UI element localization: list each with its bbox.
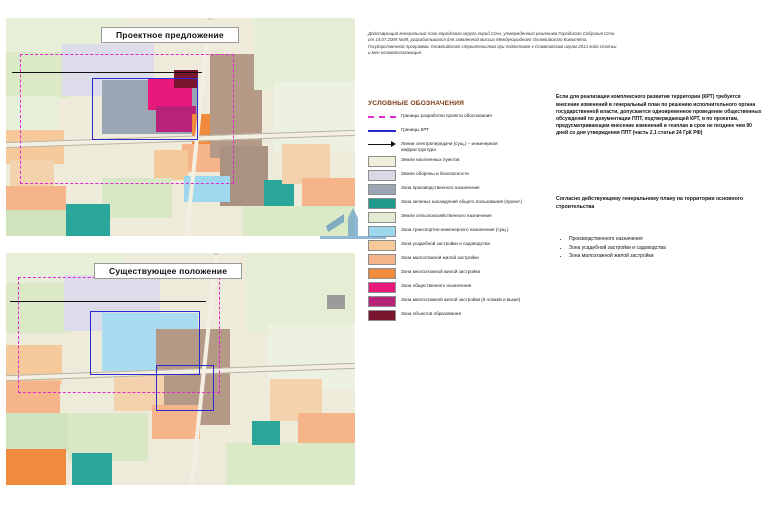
list-item: • Зона малоэтажной жилой застройки (569, 253, 764, 261)
legend-swatch-low-rise-zone (368, 254, 396, 265)
map-panel-existing-state[interactable] (6, 253, 355, 485)
legend-swatch-settlement-lands (368, 156, 396, 167)
map-area-teal (66, 204, 110, 236)
legend-item (368, 170, 528, 181)
watermark-logo-icon (318, 196, 388, 240)
legend-item (368, 212, 528, 223)
legend-swatch-public-zone (368, 282, 396, 293)
legend-item-label: Земли населенных пунктов (401, 156, 460, 162)
krt-requirements-block (556, 94, 764, 138)
map-area-teal (72, 453, 112, 485)
legend-swatch-production-zone (368, 184, 396, 195)
legend-item-label: Границы КРТ (401, 127, 429, 132)
genplan-note-text: Действующий генеральный план городского округа город Сочи, утвержденный решением Городского Собрания Сочи от 14.07.2009 №89, разрабатывался для заявленной миссии Международного Олимпийского Комитета, Государственной программы Олимпийского строительства при подготовке к Олимпийским играм 2014 года статьи и мен основополагающие. (368, 31, 617, 56)
legend-item (368, 310, 528, 321)
legend-item-label: Зона многоэтажной жилой застройки (401, 268, 481, 274)
map-area-forest (274, 82, 355, 152)
legend-swatch-solid-blue-line-icon (368, 126, 396, 137)
legend-item-label: Зона усадебной застройки и садоводства (401, 240, 490, 246)
legend (368, 100, 528, 324)
map-area-mid-rise (6, 449, 66, 485)
legend-item-label: Линии электропередачи (сущ.) – инженерная инфраструктура (401, 141, 498, 152)
legend-swatch-defense-lands (368, 170, 396, 181)
list-item: • Зона усадебной застройки и садоводства (569, 245, 764, 253)
legend-swatch-dashed-magenta-line-icon (368, 112, 396, 123)
legend-item (368, 126, 528, 137)
map-gray-marker (327, 295, 345, 309)
krt-boundary (92, 78, 198, 140)
legend-item (368, 254, 528, 265)
map-area-forest (246, 253, 355, 333)
legend-title: УСЛОВНЫЕ ОБОЗНАЧЕНИЯ (368, 100, 465, 107)
legend-item-label: Земли обороны и безопасности (401, 170, 469, 176)
legend-item (368, 156, 528, 167)
legend-item (368, 268, 528, 279)
map-area-green (226, 443, 355, 485)
legend-item (368, 240, 528, 251)
legend-swatch-mid-rise-zone (368, 268, 396, 279)
map-area-green (102, 178, 172, 218)
krt-body: внесение изменений в генеральный план по решению исполнительного органа государственной власти, допускается одновременное проведение общественных обсуждений по документации ППТ, подтверждающей КРТ, и по проектам, предусматривающим внесение изменений в генплан в срок не позднее чем 90 дней со дня утверждения ППТ (часть 2.1 статьи 24 ГрК РФ) (556, 102, 762, 137)
legend-item (368, 112, 528, 123)
legend-item (368, 198, 528, 209)
map-title-project-proposal: Проектное предложение (101, 27, 239, 43)
legend-item-label: Зона общественного назначения (401, 282, 472, 288)
legend-item (368, 184, 528, 195)
legend-item-label: Зона производственного назначения (401, 184, 480, 190)
legend-swatch-education-zone (368, 310, 396, 321)
legend-item-label: Границы разработки проекта обоснования (401, 113, 492, 118)
map-area-teal (252, 421, 280, 445)
genplan-heading-block: Согласно действующему генеральному плану на территории основного строительства (556, 196, 743, 210)
krt-heading: Если для реализации комплексного развития территории (КРТ) требуется (556, 94, 741, 100)
map-panel-project-proposal[interactable] (6, 18, 355, 236)
legend-item (368, 282, 528, 293)
legend-item-label: Земли сельскохозяйственного назначения (401, 212, 492, 218)
map-title-existing-state: Существующее положение (94, 263, 242, 279)
legend-item (368, 296, 528, 307)
legend-item-label: Зона многоэтажной жилой застройки (9 этажей и выше) (401, 296, 521, 302)
power-line (12, 72, 202, 73)
krt-boundary (156, 365, 214, 411)
legend-item (368, 226, 528, 237)
legend-item (368, 140, 528, 153)
legend-swatch-usadebnaya-zone (368, 240, 396, 251)
legend-item-label: Зона зеленых насаждений общего пользования (проект.) (401, 198, 523, 204)
zone-list (560, 236, 764, 262)
legend-item-label: Зона малоэтажной жилой застройки (401, 254, 479, 260)
legend-swatch-black-arrow-line-icon (368, 140, 396, 151)
map-area-forest (254, 18, 355, 90)
legend-item-label: Зона транспортно-инженерного назначения (сущ.) (401, 226, 509, 232)
list-item: • Производственного назначения (569, 236, 764, 244)
power-line (10, 301, 206, 302)
legend-swatch-high-rise-zone (368, 296, 396, 307)
legend-item-label: Зона объектов образования (401, 310, 461, 316)
